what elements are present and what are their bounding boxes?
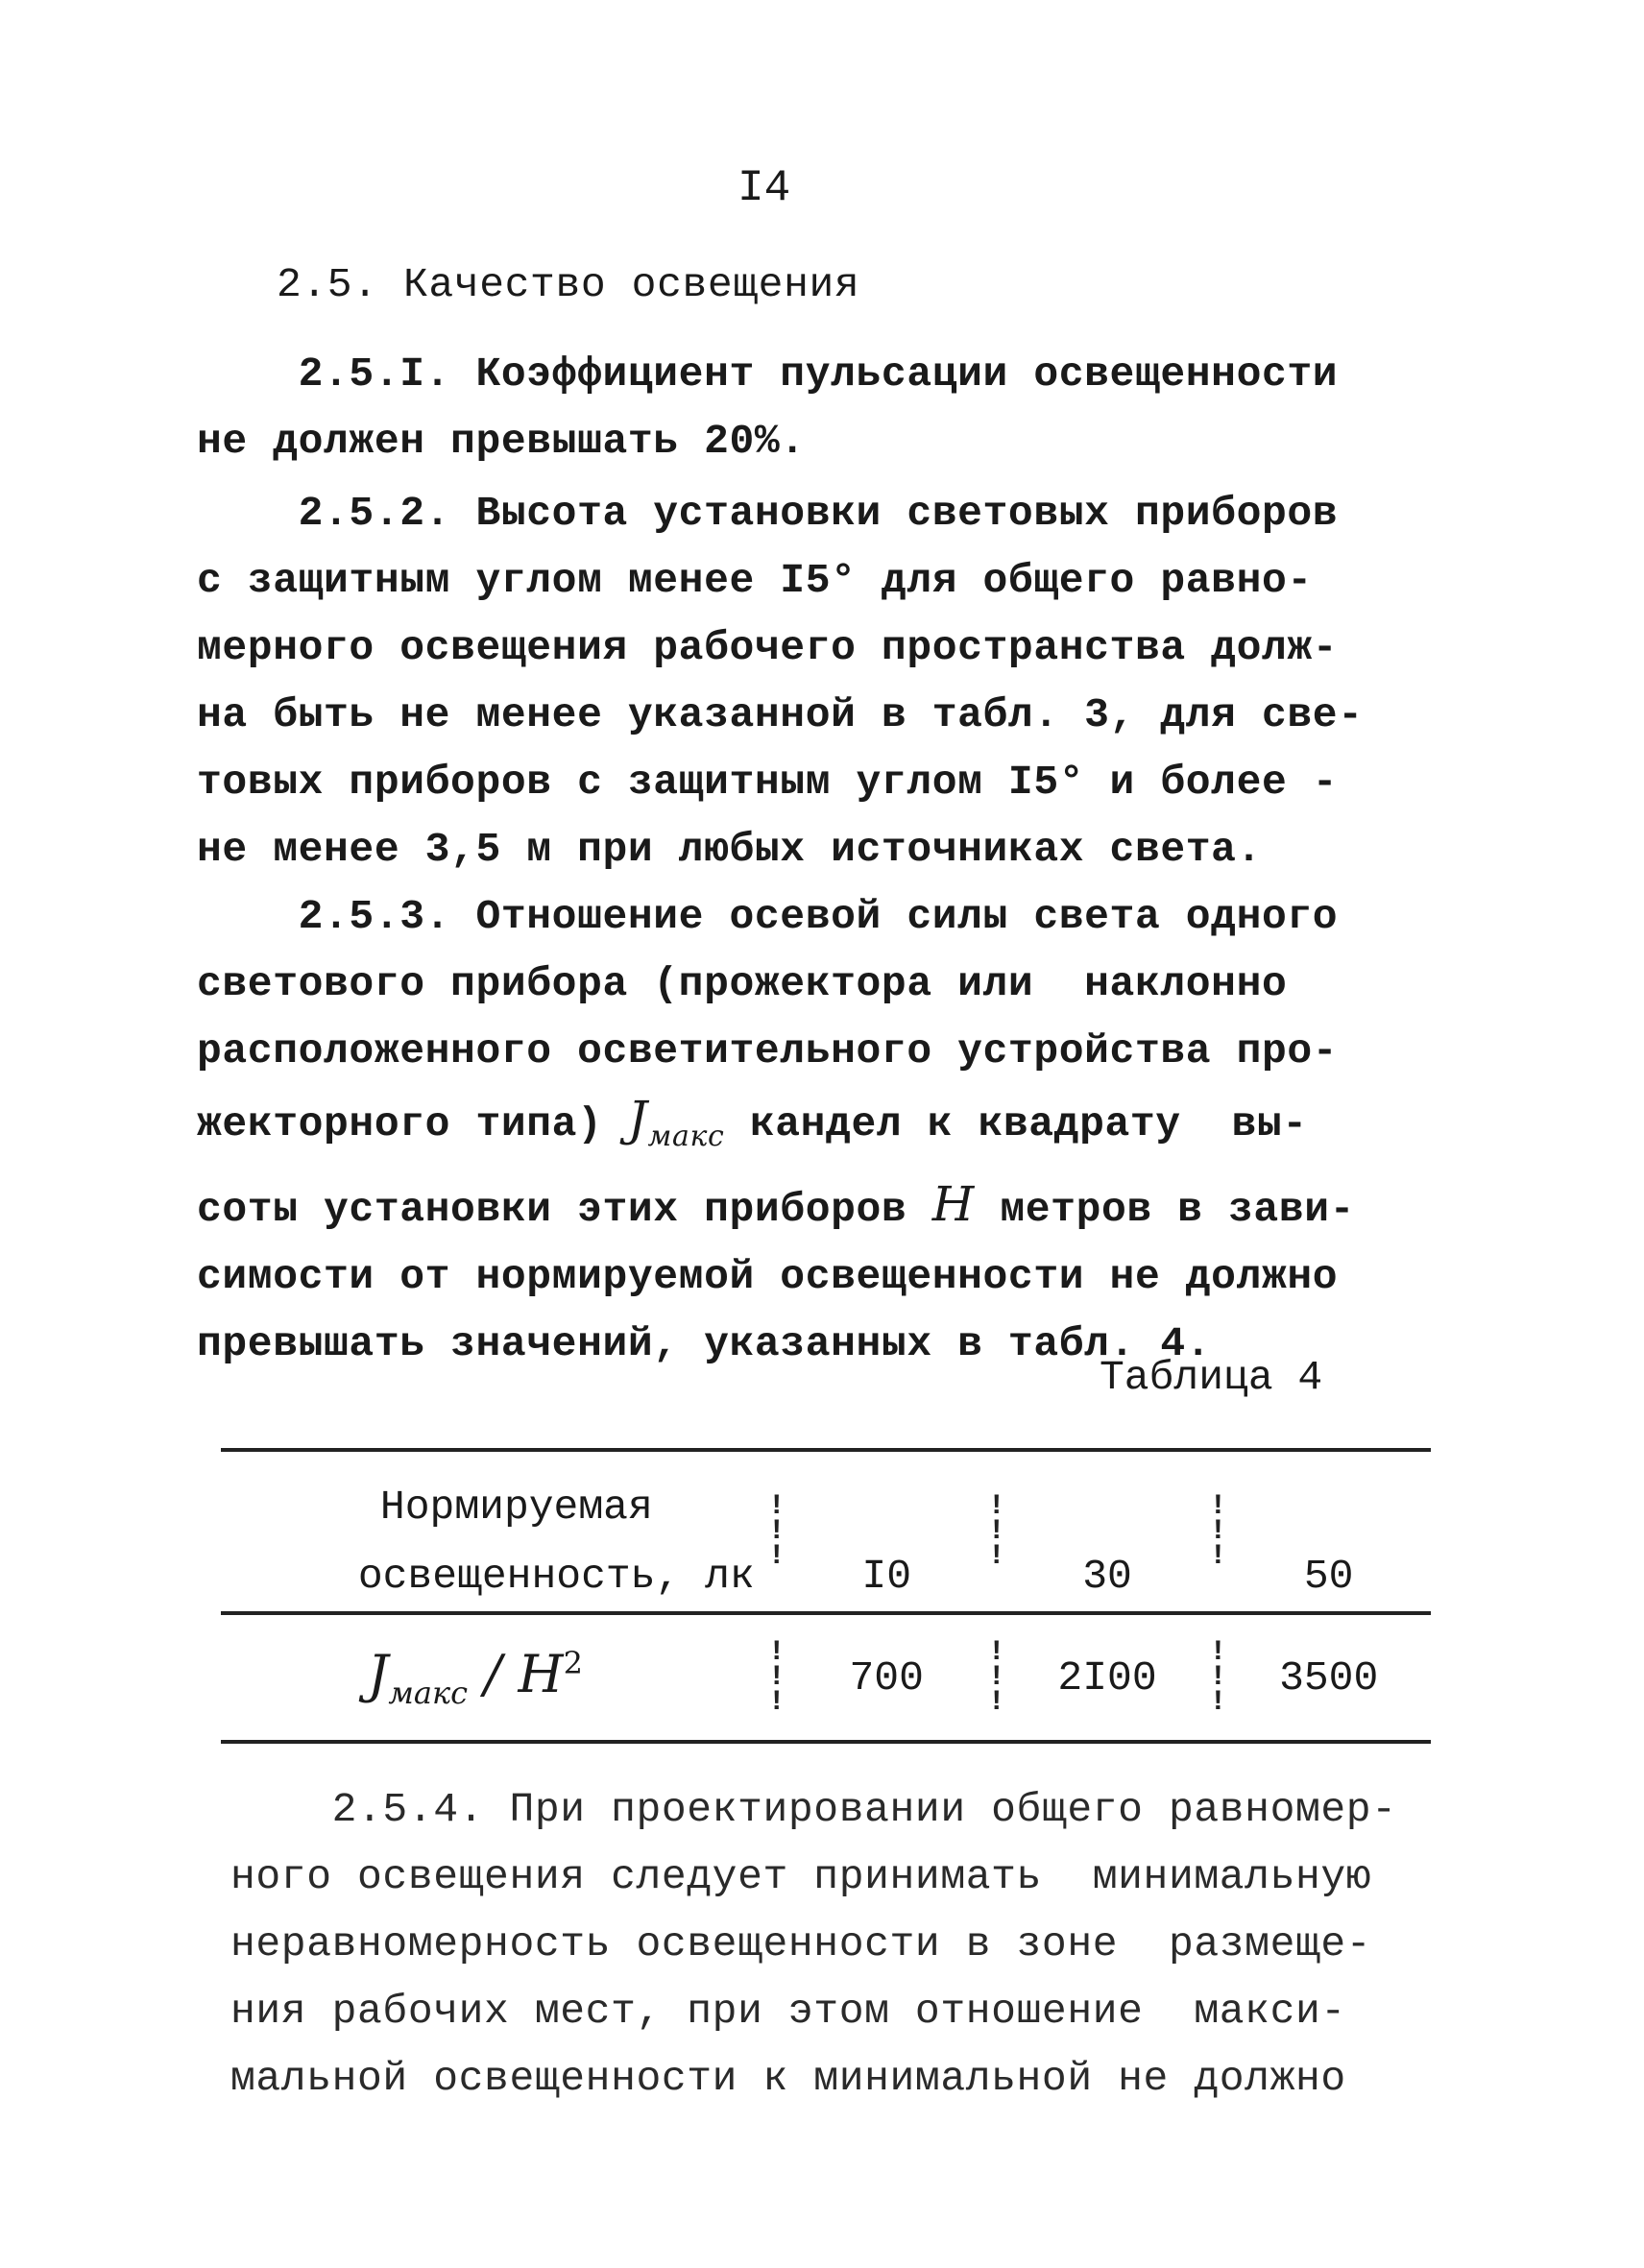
text-line: светового прибора (прожектора или наклонно bbox=[197, 960, 1288, 1007]
formula-superscript: 2 bbox=[563, 1645, 583, 1682]
table-header-label bbox=[221, 1452, 768, 1611]
text-fragment: жекторного типа) bbox=[197, 1100, 628, 1147]
column-separator: ! ! ! bbox=[767, 1636, 786, 1719]
formula-subscript: макс bbox=[388, 1674, 468, 1711]
text-line: 2.5.2. Высота установки световых приборов bbox=[197, 490, 1339, 537]
page-number: I4 bbox=[737, 163, 791, 213]
text-line: 2.5.3. Отношение осевой силы света одного bbox=[197, 893, 1339, 940]
formula-tail: / H bbox=[468, 1644, 564, 1705]
table-header-value: 50 bbox=[1303, 1553, 1354, 1600]
text-line: симости от нормируемой освещенности не должно bbox=[197, 1253, 1339, 1300]
paragraph-2-5-3 bbox=[197, 883, 1355, 1378]
paragraph-2-5-4 bbox=[230, 1776, 1397, 2112]
text-line: с защитным углом менее I5° для общего равно- bbox=[197, 557, 1313, 604]
text-fragment: метров в зави- bbox=[974, 1186, 1356, 1233]
formula-letter: J bbox=[367, 1644, 389, 1705]
height-symbol: H bbox=[931, 1176, 975, 1232]
text-line: 2.5.4. При проектировании общего равномер- bbox=[230, 1786, 1397, 1833]
text-line: на быть не менее указанной в табл. 3, для све- bbox=[197, 691, 1364, 738]
text-fragment: кандел к квадрату вы- bbox=[724, 1100, 1308, 1147]
intensity-symbol-letter: J bbox=[627, 1091, 648, 1146]
text-line: неравномерность освещенности в зоне размеще- bbox=[230, 1920, 1372, 1967]
text-line bbox=[197, 1085, 1355, 1170]
table-caption: Таблица 4 bbox=[1100, 1354, 1323, 1401]
text-line: ния рабочих мест, при этом отношение макси- bbox=[230, 1988, 1346, 2035]
table-bottom-rule bbox=[221, 1740, 1431, 1744]
text-line: превышать значений, указанных в табл. 4. bbox=[197, 1320, 1212, 1367]
text-line: не должен превышать 20%. bbox=[197, 418, 806, 465]
text-line: 2.5.I. Коэффициент пульсации освещенности bbox=[197, 350, 1339, 398]
column-separator: ! ! ! bbox=[1209, 1490, 1227, 1573]
table-header-row bbox=[221, 1452, 1431, 1611]
table-cell: 2I00 bbox=[1057, 1653, 1157, 1701]
table-cell: 700 bbox=[849, 1653, 924, 1701]
text-fragment: соты установки этих приборов bbox=[197, 1186, 932, 1233]
intensity-symbol bbox=[627, 1091, 725, 1153]
table-row-label bbox=[221, 1615, 768, 1740]
text-line: ного освещения следует принимать минимальную bbox=[230, 1853, 1372, 1900]
table-cell: 3500 bbox=[1279, 1653, 1379, 1701]
intensity-symbol-subscript: макс bbox=[647, 1120, 725, 1153]
column-separator: ! ! ! bbox=[1209, 1636, 1227, 1719]
column-separator: ! ! ! bbox=[987, 1490, 1005, 1573]
text-line: мальной освещенности к минимальной не должно bbox=[230, 2055, 1346, 2102]
section-heading: 2.5. Качество освещения bbox=[277, 261, 860, 308]
table-header-value: 30 bbox=[1082, 1553, 1132, 1600]
table-header-value: I0 bbox=[861, 1553, 912, 1600]
column-separator: ! ! ! bbox=[987, 1636, 1005, 1719]
table-data-row bbox=[221, 1615, 1431, 1740]
paragraph-2-5-1 bbox=[197, 341, 1338, 475]
table-header-label-line: освещенность, лк bbox=[357, 1553, 755, 1600]
paragraph-2-5-2 bbox=[197, 480, 1364, 883]
table-header-label-line: Нормируемая bbox=[379, 1484, 653, 1531]
table-4 bbox=[221, 1448, 1431, 1744]
text-line: расположенного осветительного устройства про- bbox=[197, 1027, 1339, 1074]
column-separator: ! ! ! bbox=[767, 1490, 786, 1573]
text-line bbox=[197, 1170, 1355, 1243]
text-line: не менее 3,5 м при любых источниках света. bbox=[197, 826, 1262, 873]
table-grid bbox=[221, 1452, 1431, 1740]
text-line: товых приборов с защитным углом I5° и более - bbox=[197, 759, 1339, 806]
text-line: мерного освещения рабочего пространства долж- bbox=[197, 624, 1339, 671]
